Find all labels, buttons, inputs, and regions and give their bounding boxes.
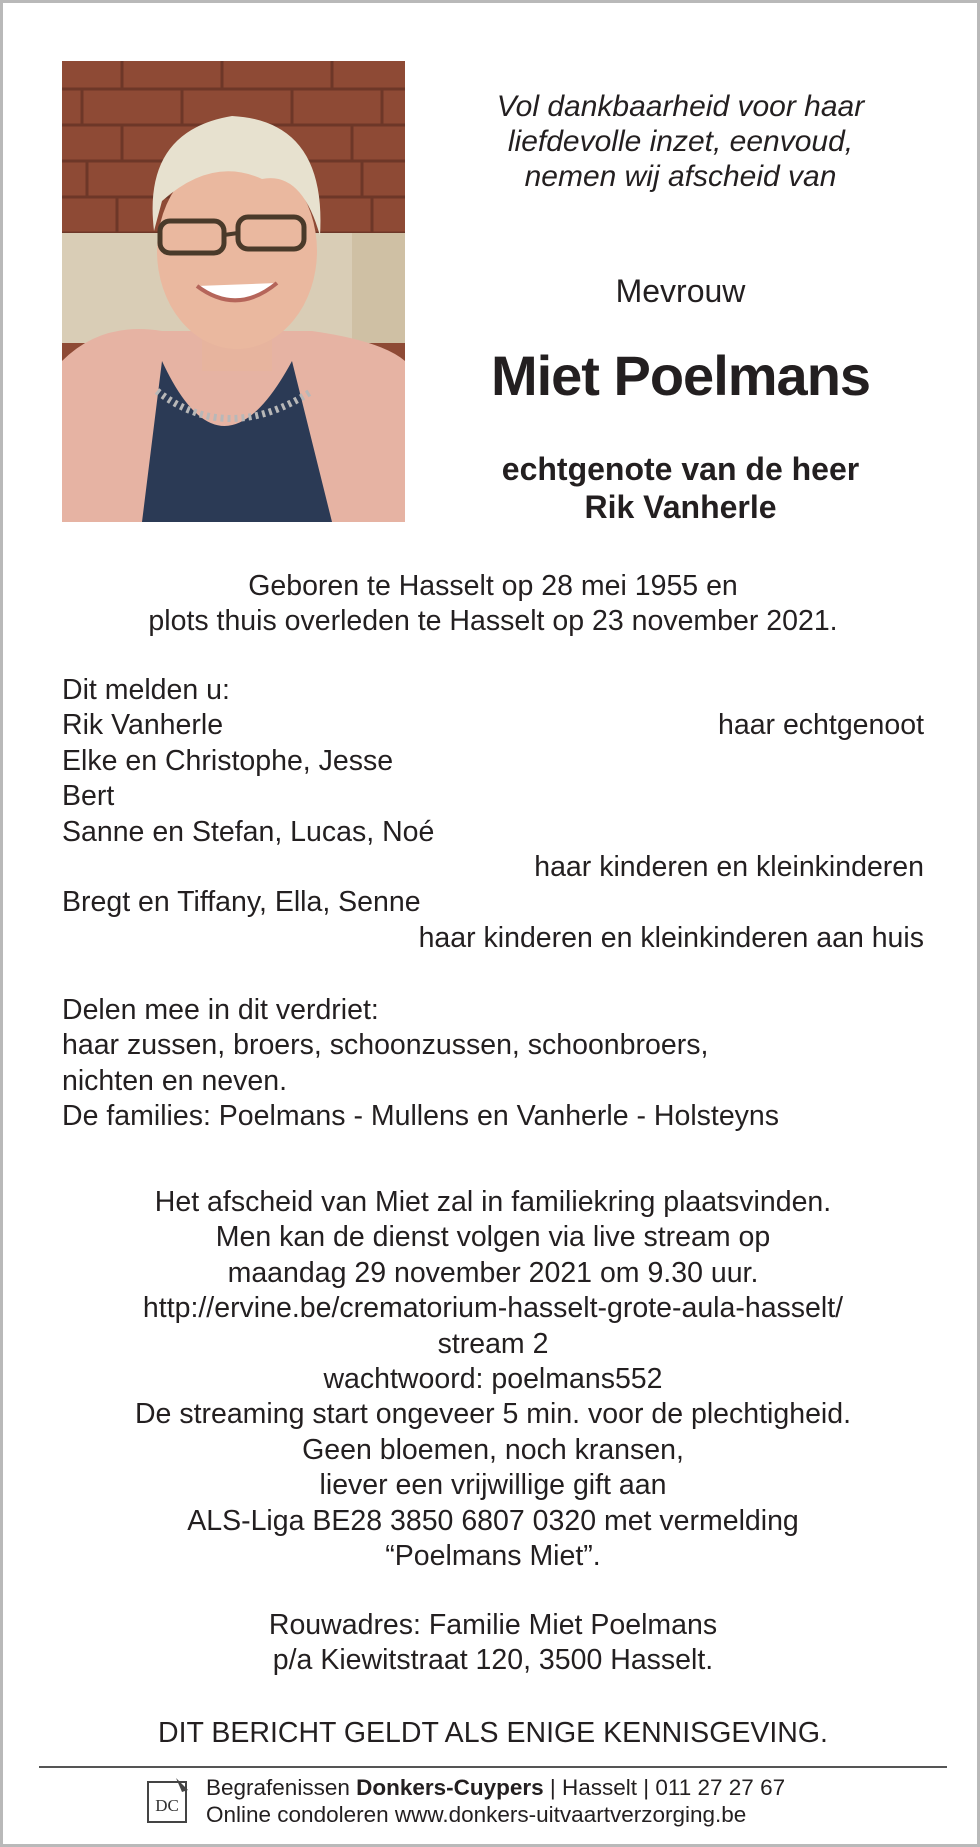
deceased-name: Miet Poelmans	[490, 344, 871, 407]
birth-line: Geboren te Hasselt op 28 mei 1955 en	[248, 570, 738, 602]
funeral-home-logo	[146, 1776, 190, 1826]
family-role: haar kinderen en kleinkinderen aan huis	[418, 921, 924, 954]
intro-text	[443, 89, 918, 194]
share-line: nichten en neven.	[62, 1064, 288, 1097]
official-notice: DIT BERICHT GELDT ALS ENIGE KENNISGEVING.	[158, 1717, 828, 1749]
intro-line: nemen wij afscheid van	[524, 160, 837, 193]
ceremony-line: Het afscheid van Miet zal in familiekring plaatsvinden.	[154, 1186, 832, 1218]
salutation: Mevrouw	[615, 273, 746, 309]
intro-line: Vol dankbaarheid voor haar	[496, 90, 865, 123]
ceremony-line: Men kan de dienst volgen via live stream op	[215, 1221, 771, 1254]
intro-line: liefdevolle inzet, eenvoud,	[507, 125, 854, 158]
footer-text	[206, 1774, 785, 1828]
stream-password: wachtwoord: poelmans552	[323, 1363, 663, 1396]
ceremony-line: liever een vrijwillige gift aan	[319, 1469, 667, 1502]
footer-website-line[interactable]: Online condoleren www.donkers-uitvaartverzorging.be	[206, 1802, 747, 1827]
portrait-illustration	[62, 61, 405, 522]
share-line: De families: Poelmans - Mullens en Vanherle - Holsteyns	[62, 1100, 780, 1133]
share-line: haar zussen, broers, schoonzussen, schoonbroers,	[62, 1029, 709, 1062]
announce-heading: Dit melden u:	[62, 674, 230, 706]
footer	[146, 1774, 926, 1834]
family-member: Sanne en Stefan, Lucas, Noé	[62, 815, 435, 848]
address-line: p/a Kiewitstraat 120, 3500 Hasselt.	[272, 1644, 714, 1677]
family-role: haar echtgenoot	[718, 709, 924, 742]
family-member: Elke en Christophe, Jesse	[62, 744, 394, 777]
portrait-photo	[62, 61, 405, 522]
spouse-info	[443, 450, 918, 526]
ceremony-line: De streaming start ongeveer 5 min. voor de plechtigheid.	[134, 1398, 852, 1431]
donation-reference: “Poelmans Miet”.	[385, 1540, 601, 1573]
ceremony-date: maandag 29 november 2021 om 9.30 uur.	[227, 1256, 759, 1289]
list-item	[62, 708, 924, 743]
stream-link[interactable]: http://ervine.be/crematorium-hasselt-grote-aula-hasselt/	[142, 1292, 844, 1325]
donation-info: ALS-Liga BE28 3850 6807 0320 met vermelding	[187, 1504, 799, 1537]
mourning-address	[62, 1608, 924, 1679]
company-name: Donkers-Cuypers	[356, 1775, 544, 1800]
family-member: Bert	[62, 780, 115, 813]
spouse-line: echtgenote van de heer	[501, 451, 860, 487]
ceremony-info	[62, 1185, 924, 1574]
condolence-sharers	[62, 993, 924, 1135]
family-role: haar kinderen en kleinkinderen	[534, 851, 924, 884]
footer-prefix: Begrafenissen	[206, 1775, 357, 1800]
death-line: plots thuis overleden te Hasselt op 23 november 2021.	[148, 605, 838, 638]
stream-number: stream 2	[437, 1327, 549, 1360]
share-heading: Delen mee in dit verdriet:	[62, 994, 379, 1026]
family-member: Bregt en Tiffany, Ella, Senne	[62, 886, 421, 919]
spouse-name: Rik Vanherle	[584, 489, 777, 525]
footer-company-line	[206, 1774, 785, 1801]
logo-text: DC	[155, 1796, 179, 1815]
announcement-list	[62, 673, 924, 956]
footer-contact: | Hasselt | 011 27 27 67	[543, 1775, 786, 1800]
ceremony-line: Geen bloemen, noch kransen,	[302, 1433, 684, 1466]
birth-death-info	[62, 569, 924, 640]
family-member: Rik Vanherle	[62, 709, 224, 742]
address-line: Rouwadres: Familie Miet Poelmans	[268, 1609, 718, 1641]
footer-divider	[39, 1766, 947, 1768]
